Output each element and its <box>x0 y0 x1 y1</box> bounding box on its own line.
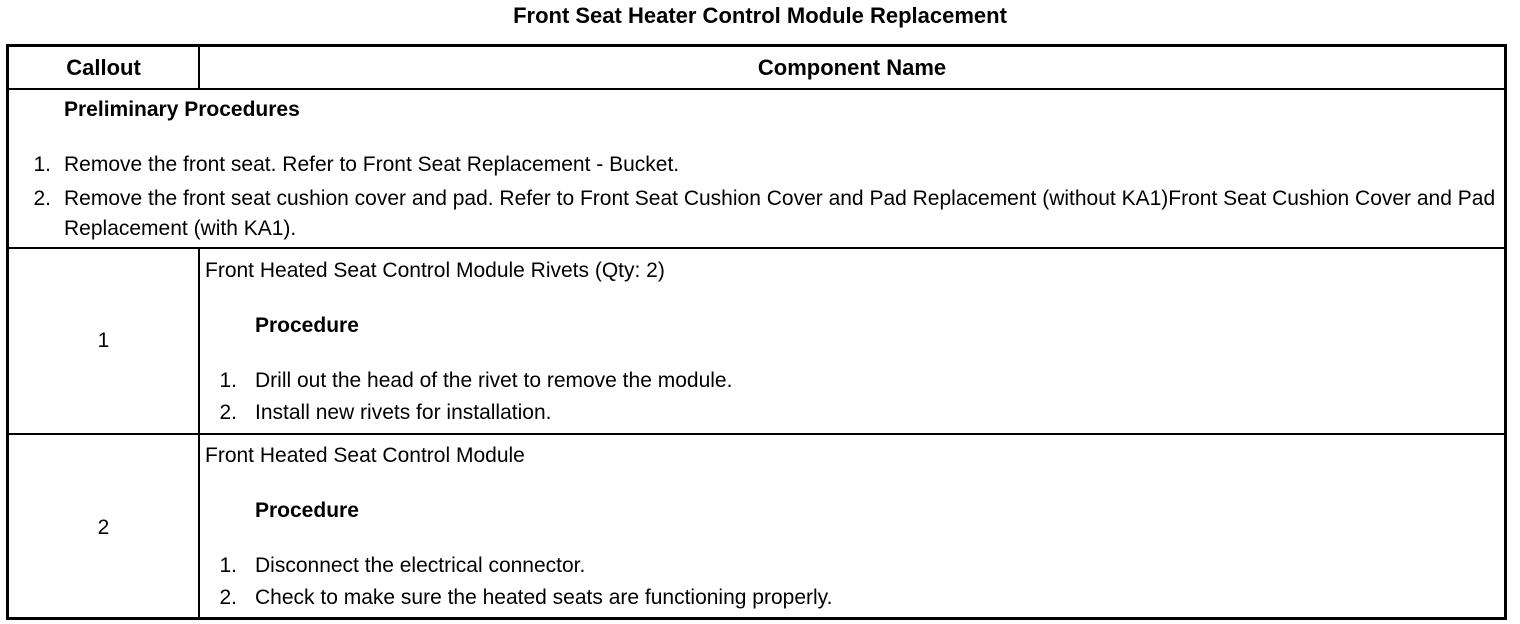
section-rule <box>9 247 1504 249</box>
callout-number: 2 <box>97 516 110 539</box>
header-rule <box>9 88 1504 90</box>
step-number: 1. <box>33 153 51 176</box>
step-text: Remove the front seat. Refer to Front Seat Replacement - Bucket. <box>64 153 680 176</box>
column-divider <box>198 433 200 617</box>
header-callout: Callout <box>66 55 141 80</box>
procedure-heading: Procedure <box>255 499 359 522</box>
header-divider <box>198 47 200 88</box>
step-number: 2. <box>219 401 237 424</box>
step-text: Drill out the head of the rivet to remove the module. <box>255 369 733 392</box>
step-text: Disconnect the electrical connector. <box>255 554 586 577</box>
procedure-heading: Procedure <box>255 314 359 337</box>
step-number: 2. <box>33 187 51 210</box>
document-title: Front Seat Heater Control Module Replacement <box>513 3 1007 28</box>
step-text: Install new rivets for installation. <box>255 401 552 424</box>
column-divider <box>198 247 200 433</box>
row-rule <box>9 433 1504 435</box>
callout-number: 1 <box>97 329 110 352</box>
header-component-name: Component Name <box>757 55 947 80</box>
component-table <box>6 44 1507 620</box>
preliminary-heading: Preliminary Procedures <box>64 98 300 121</box>
component-name: Front Heated Seat Control Module Rivets (Qty: 2) <box>205 259 665 282</box>
step-number: 1. <box>219 369 237 392</box>
step-text: Remove the front seat cushion cover and pad. Refer to Front Seat Cushion Cover and Pad Replacement (without KA1)Front Seat Cushion Cover and Pad Replacement (with KA1). <box>64 187 1496 240</box>
step-number: 2. <box>219 586 237 609</box>
step-number: 1. <box>219 554 237 577</box>
step-text: Check to make sure the heated seats are functioning properly. <box>255 586 833 609</box>
component-name: Front Heated Seat Control Module <box>205 444 525 467</box>
